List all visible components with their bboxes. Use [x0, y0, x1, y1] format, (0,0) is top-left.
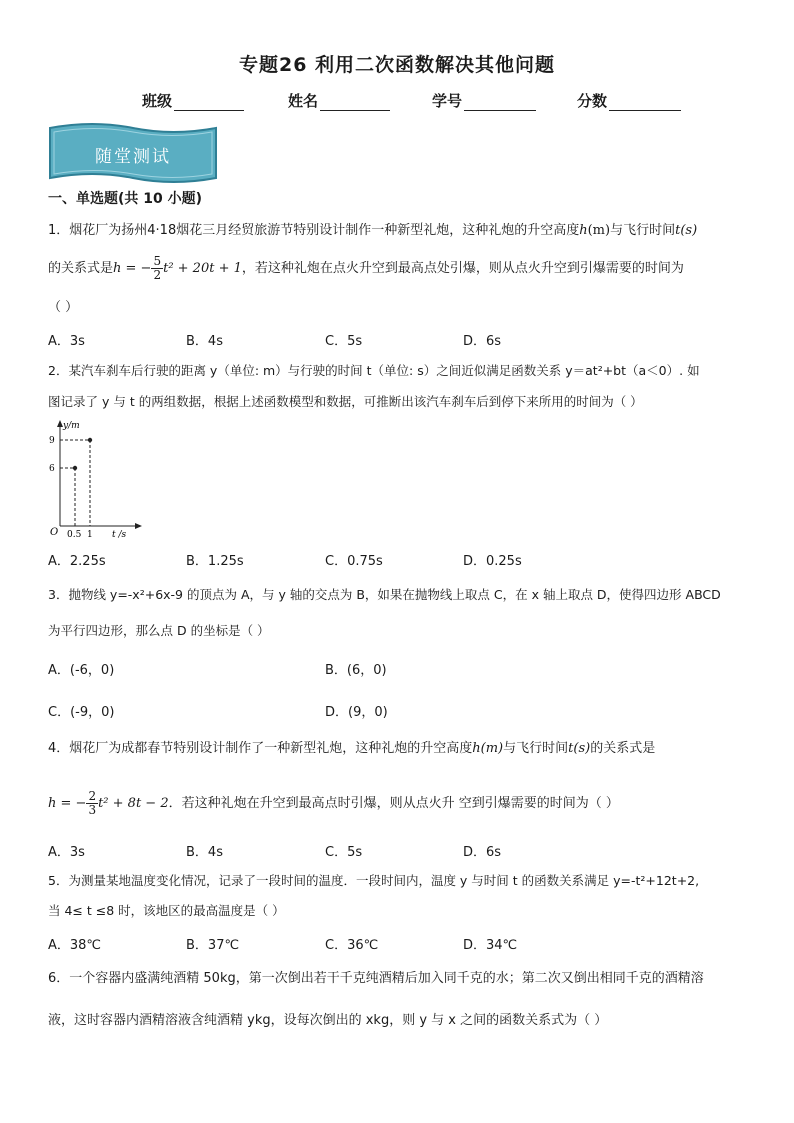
q5-option-c[interactable]: C．36℃	[325, 938, 379, 953]
q4-option-d[interactable]: D．6s	[463, 845, 502, 860]
question-3-line-2: 为平行四边形，那么点 D 的坐标是（ ）	[48, 623, 270, 638]
score-label: 分数	[577, 92, 608, 110]
y-axis-label: y/m	[63, 421, 80, 431]
question-6-line-2: 液，这时容器内酒精溶液含纯酒精 ykg，设每次倒出的 xkg，则 y 与 x 之间的函数关系式为（ ）	[48, 1013, 608, 1028]
fraction-2-3: $\frac{2}{3}$	[88, 789, 97, 817]
question-2-line-1: 2．某汽车刹车后行驶的距离 y（单位: m）与行驶的时间 t（单位: s）之间近似满足函数关系 y＝at²+bt（a＜0）. 如	[48, 363, 700, 378]
name-blank[interactable]	[320, 94, 390, 111]
q2-option-a[interactable]: A．2.25s	[48, 554, 106, 569]
q5-option-b[interactable]: B．37℃	[186, 938, 240, 953]
y-tick-6: 6	[49, 464, 55, 474]
data-point-0.5-6	[73, 466, 77, 470]
score-field	[577, 90, 681, 111]
question-6-line-1: 6．一个容器内盛满纯酒精 50kg，第一次倒出若干千克纯酒精后加入同千克的水；第二次又倒出相同千克的酒精溶	[48, 971, 704, 986]
q5-option-a[interactable]: A．38℃	[48, 938, 102, 953]
q5-option-d[interactable]: D．34℃	[463, 938, 518, 953]
data-point-1-9	[88, 438, 92, 442]
x-axis-label: t /s	[112, 530, 127, 540]
name-field	[288, 90, 390, 111]
id-blank[interactable]	[464, 94, 536, 111]
question-1-line-3: （ ）	[48, 300, 79, 315]
x-tick-1: 1	[87, 530, 93, 540]
section-title: 一、单选题(共 10 小题)	[48, 191, 203, 207]
q3-option-b[interactable]: B．(6，0)	[325, 663, 387, 678]
class-blank[interactable]	[174, 94, 244, 111]
q3-option-d[interactable]: D．(9，0)	[325, 705, 388, 720]
fraction-5-2: $\frac{5}{2}$	[153, 254, 162, 282]
class-label: 班级	[142, 92, 173, 110]
banner-label: 随堂测试	[95, 147, 171, 167]
score-blank[interactable]	[609, 94, 681, 111]
question-5-line-1: 5．为测量某地温度变化情况，记录了一段时间的温度．一段时间内，温度 y 与时间 t 的函数关系满足 y=-t²+12t+2,	[48, 873, 700, 888]
q1-option-b[interactable]: B．4s	[186, 334, 223, 349]
q3-option-a[interactable]: A．(-6，0)	[48, 663, 115, 678]
y-tick-9: 9	[49, 436, 55, 446]
q4-option-c[interactable]: C．5s	[325, 845, 363, 860]
q1-option-c[interactable]: C．5s	[325, 334, 363, 349]
question-5-line-2: 当 4≤ t ≤8 时，该地区的最高温度是（ ）	[48, 903, 285, 918]
id-field	[432, 90, 536, 111]
q4-option-b[interactable]: B．4s	[186, 845, 223, 860]
q1-option-d[interactable]: D．6s	[463, 334, 502, 349]
q1-option-a[interactable]: A．3s	[48, 334, 85, 349]
question-1-line-2: 的关系式是h = − $\frac{5}{2}$ t² + 20t + 1，若这种礼炮在点火升空到最高点处引爆，则从点火升空到引爆需要的时间为	[48, 254, 684, 282]
name-label: 姓名	[288, 92, 319, 110]
id-label: 学号	[432, 92, 463, 110]
q3-option-c[interactable]: C．(-9，0)	[48, 705, 115, 720]
x-axis-arrow	[135, 523, 142, 529]
question-2-line-2: 图记录了 y 与 t 的两组数据，根据上述函数模型和数据，可推断出该汽车刹车后到停下来所用的时间为（ ）	[48, 394, 643, 409]
question-4-line-1: 4．烟花厂为成都春节特别设计制作了一种新型礼炮，这种礼炮的升空高度h(m)与飞行时间t(s)的关系式是	[48, 741, 656, 756]
q4-option-a[interactable]: A．3s	[48, 845, 85, 860]
question-3-line-1: 3．抛物线 y=-x²+6x-9 的顶点为 A，与 y 轴的交点为 B，如果在抛物线上取点 C，在 x 轴上取点 D，使得四边形 ABCD	[48, 587, 721, 602]
question-1-line-1: 1．烟花厂为扬州4·18烟花三月经贸旅游节特别设计制作一种新型礼炮，这种礼炮的升空高度h(m)与飞行时间t(s)	[48, 223, 698, 238]
x-tick-0.5: 0.5	[67, 530, 82, 540]
q2-option-c[interactable]: C．0.75s	[325, 554, 383, 569]
q2-option-b[interactable]: B．1.25s	[186, 554, 244, 569]
page-title: 专题26 利用二次函数解决其他问题	[238, 54, 556, 76]
q2-option-d[interactable]: D．0.25s	[463, 554, 522, 569]
question-4-line-2: h = − $\frac{2}{3}$ t² + 8t − 2．若这种礼炮在升空到最高点时引爆，则从点火升 空到引爆需要的时间为（ ）	[48, 789, 619, 817]
origin-label: O	[50, 527, 59, 538]
class-field	[142, 90, 244, 111]
q2-graph	[44, 416, 144, 544]
